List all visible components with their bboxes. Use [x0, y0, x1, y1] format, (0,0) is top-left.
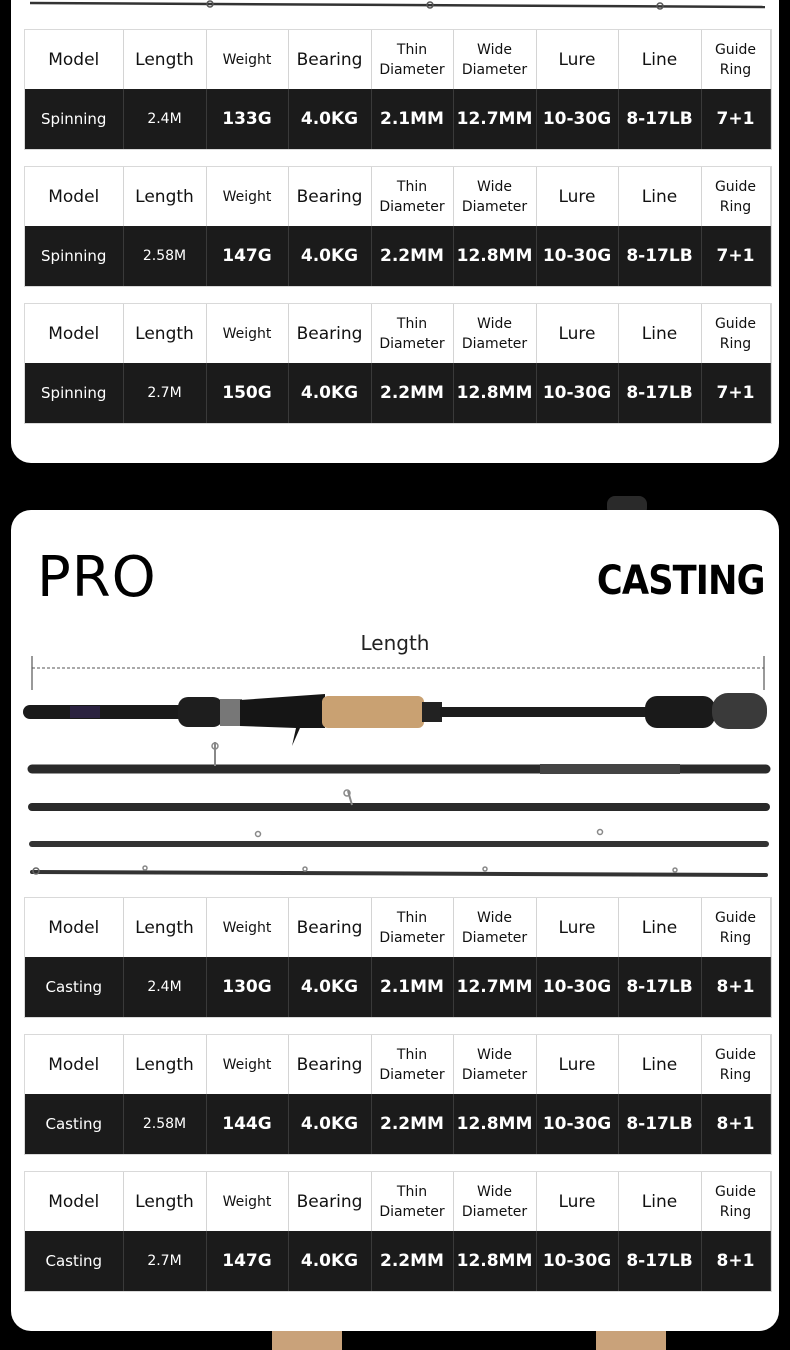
cell-lure: 10-30G	[536, 363, 618, 423]
cell-length: 2.4M	[123, 957, 206, 1017]
length-dimension-line	[32, 656, 764, 690]
header-wide-diameter: Wide Diameter	[453, 167, 536, 226]
header-line: Line	[618, 898, 701, 957]
cell-model: Casting	[25, 957, 123, 1017]
cell-line: 8-17LB	[618, 89, 701, 149]
cell-weight: 150G	[206, 363, 288, 423]
cell-guide-ring: 8+1	[701, 1094, 770, 1154]
header-lure: Lure	[536, 1035, 618, 1094]
header-model: Model	[25, 898, 123, 957]
header-length: Length	[123, 30, 206, 89]
header-line: Line	[618, 30, 701, 89]
header-model: Model	[25, 30, 123, 89]
cell-lure: 10-30G	[536, 1094, 618, 1154]
cell-line: 8-17LB	[618, 363, 701, 423]
rod-butt-section	[30, 693, 767, 746]
spec-table-header-row	[25, 898, 770, 957]
header-weight: Weight	[206, 167, 288, 226]
header-lure: Lure	[536, 304, 618, 363]
header-guide-ring: Guide Ring	[701, 167, 770, 226]
cell-guide-ring: 7+1	[701, 89, 770, 149]
spec-table-header-row	[25, 1172, 770, 1231]
header-thin-diameter: Thin Diameter	[371, 1172, 453, 1231]
header-guide-ring: Guide Ring	[701, 898, 770, 957]
header-length: Length	[123, 304, 206, 363]
header-bearing: Bearing	[288, 1172, 371, 1231]
header-wide-diameter: Wide Diameter	[453, 1035, 536, 1094]
cell-weight: 130G	[206, 957, 288, 1017]
header-line: Line	[618, 304, 701, 363]
header-line: Line	[618, 167, 701, 226]
header-bearing: Bearing	[288, 30, 371, 89]
rod-type-title: CASTING	[597, 558, 765, 604]
header-lure: Lure	[536, 167, 618, 226]
header-line: Line	[618, 1172, 701, 1231]
header-weight: Weight	[206, 898, 288, 957]
header-weight: Weight	[206, 1172, 288, 1231]
header-bearing: Bearing	[288, 1035, 371, 1094]
cell-line: 8-17LB	[618, 1094, 701, 1154]
cell-length: 2.58M	[123, 1094, 206, 1154]
spec-table-casting-1	[25, 898, 771, 1017]
rod-section-tip	[32, 866, 766, 875]
header-length: Length	[123, 167, 206, 226]
header-wide-diameter: Wide Diameter	[453, 304, 536, 363]
cell-wide-diameter: 12.8MM	[453, 363, 536, 423]
spec-table-row	[25, 957, 770, 1017]
cell-wide-diameter: 12.8MM	[453, 1094, 536, 1154]
spec-table-casting-2	[25, 1035, 771, 1154]
cell-weight: 133G	[206, 89, 288, 149]
cell-lure: 10-30G	[536, 226, 618, 286]
header-guide-ring: Guide Ring	[701, 304, 770, 363]
cell-guide-ring: 7+1	[701, 363, 770, 423]
spec-table-row	[25, 1094, 770, 1154]
cell-bearing: 4.0KG	[288, 1094, 371, 1154]
cell-thin-diameter: 2.2MM	[371, 363, 453, 423]
header-guide-ring: Guide Ring	[701, 1035, 770, 1094]
cell-model: Casting	[25, 1094, 123, 1154]
cell-bearing: 4.0KG	[288, 89, 371, 149]
header-thin-diameter: Thin Diameter	[371, 304, 453, 363]
header-model: Model	[25, 304, 123, 363]
cell-bearing: 4.0KG	[288, 957, 371, 1017]
cell-thin-diameter: 2.2MM	[371, 226, 453, 286]
cell-wide-diameter: 12.8MM	[453, 1231, 536, 1291]
cell-lure: 10-30G	[536, 957, 618, 1017]
cell-weight: 147G	[206, 1231, 288, 1291]
header-lure: Lure	[536, 898, 618, 957]
cell-model: Spinning	[25, 89, 123, 149]
cell-line: 8-17LB	[618, 957, 701, 1017]
cell-length: 2.4M	[123, 89, 206, 149]
header-wide-diameter: Wide Diameter	[453, 30, 536, 89]
spec-table-casting-3	[25, 1172, 771, 1291]
header-line: Line	[618, 1035, 701, 1094]
rod-section-4	[32, 830, 766, 845]
cell-bearing: 4.0KG	[288, 226, 371, 286]
cell-wide-diameter: 12.7MM	[453, 89, 536, 149]
rod-section-3	[32, 790, 766, 807]
cell-wide-diameter: 12.8MM	[453, 226, 536, 286]
header-thin-diameter: Thin Diameter	[371, 30, 453, 89]
header-thin-diameter: Thin Diameter	[371, 1035, 453, 1094]
header-bearing: Bearing	[288, 304, 371, 363]
cell-thin-diameter: 2.1MM	[371, 957, 453, 1017]
cell-model: Casting	[25, 1231, 123, 1291]
cell-weight: 144G	[206, 1094, 288, 1154]
header-bearing: Bearing	[288, 167, 371, 226]
cell-wide-diameter: 12.7MM	[453, 957, 536, 1017]
cell-length: 2.7M	[123, 1231, 206, 1291]
header-lure: Lure	[536, 1172, 618, 1231]
cell-guide-ring: 8+1	[701, 1231, 770, 1291]
header-lure: Lure	[536, 30, 618, 89]
header-weight: Weight	[206, 1035, 288, 1094]
header-guide-ring: Guide Ring	[701, 30, 770, 89]
cell-length: 2.7M	[123, 363, 206, 423]
cell-thin-diameter: 2.2MM	[371, 1094, 453, 1154]
header-thin-diameter: Thin Diameter	[371, 898, 453, 957]
header-length: Length	[123, 1172, 206, 1231]
header-bearing: Bearing	[288, 898, 371, 957]
cell-weight: 147G	[206, 226, 288, 286]
cell-line: 8-17LB	[618, 226, 701, 286]
cell-bearing: 4.0KG	[288, 363, 371, 423]
header-model: Model	[25, 1035, 123, 1094]
cell-thin-diameter: 2.2MM	[371, 1231, 453, 1291]
cell-guide-ring: 7+1	[701, 226, 770, 286]
header-thin-diameter: Thin Diameter	[371, 167, 453, 226]
cell-guide-ring: 8+1	[701, 957, 770, 1017]
header-wide-diameter: Wide Diameter	[453, 898, 536, 957]
header-guide-ring: Guide Ring	[701, 1172, 770, 1231]
header-length: Length	[123, 1035, 206, 1094]
length-dimension-label: Length	[360, 631, 430, 655]
header-wide-diameter: Wide Diameter	[453, 1172, 536, 1231]
spec-table-row	[25, 1231, 770, 1291]
rod-section-2	[32, 742, 766, 774]
header-model: Model	[25, 167, 123, 226]
header-model: Model	[25, 1172, 123, 1231]
spec-table-header-row	[25, 1035, 770, 1094]
series-title: PRO	[37, 545, 157, 610]
header-length: Length	[123, 898, 206, 957]
cell-length: 2.58M	[123, 226, 206, 286]
cell-model: Spinning	[25, 363, 123, 423]
cell-lure: 10-30G	[536, 1231, 618, 1291]
header-weight: Weight	[206, 30, 288, 89]
cell-thin-diameter: 2.1MM	[371, 89, 453, 149]
cell-lure: 10-30G	[536, 89, 618, 149]
cell-model: Spinning	[25, 226, 123, 286]
header-weight: Weight	[206, 304, 288, 363]
cell-line: 8-17LB	[618, 1231, 701, 1291]
cell-bearing: 4.0KG	[288, 1231, 371, 1291]
